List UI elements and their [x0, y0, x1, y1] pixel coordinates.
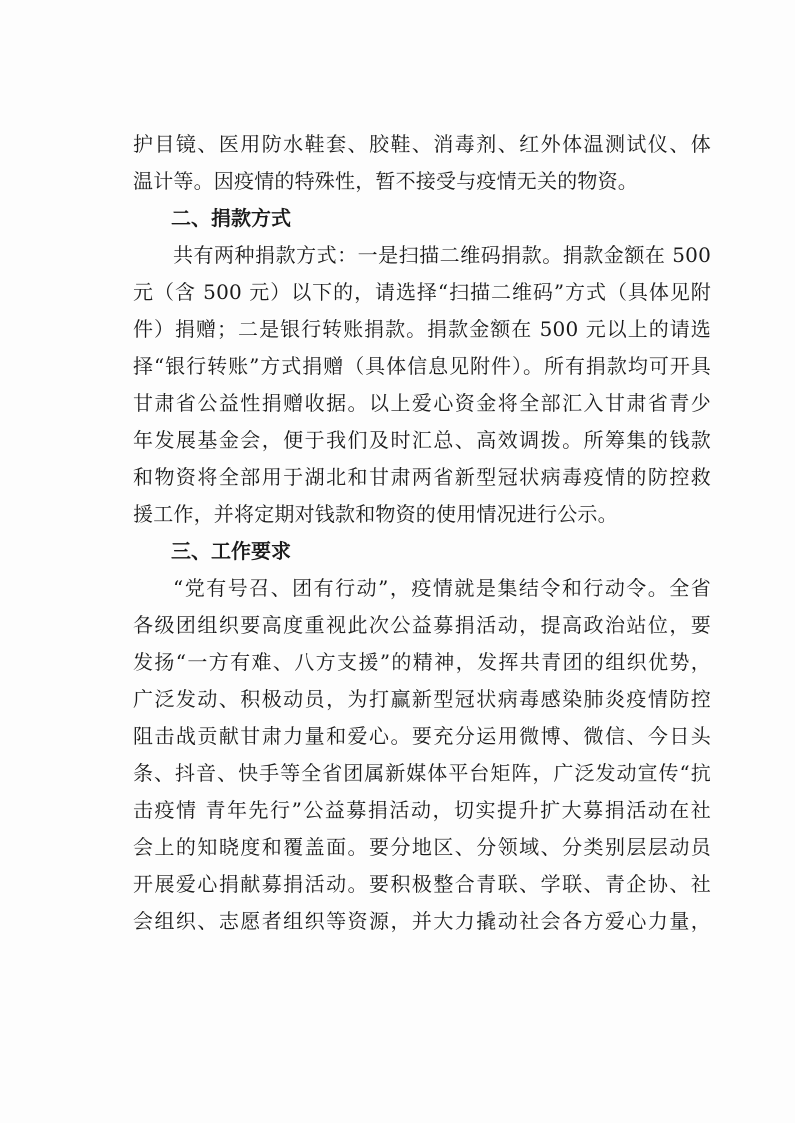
text-line: 件）捐赠；二是银行转账捐款。捐款金额在 500 元以上的请选 — [133, 317, 711, 341]
text-line: “党有号召、团有行动”，疫情就是集结令和行动令。全省 — [173, 576, 711, 600]
section2-paragraph — [133, 237, 711, 533]
document-body — [133, 126, 711, 940]
text-line: 阻击战贡献甘肃力量和爱心。要充分运用微博、微信、今日头 — [133, 724, 711, 748]
section-heading: 三、工作要求 — [171, 539, 291, 563]
text-line: 护目镜、医用防水鞋套、胶鞋、消毒剂、红外体温测试仪、体 — [133, 132, 711, 156]
text-line: 共有两种捐款方式：一是扫描二维码捐款。捐款金额在 500 — [173, 243, 711, 267]
text-line: 择“银行转账”方式捐赠（具体信息见附件）。所有捐款均可开具 — [133, 354, 711, 378]
text-line: 条、抖音、快手等全省团属新媒体平台矩阵，广泛发动宣传“抗 — [133, 761, 711, 785]
section-heading: 二、捐款方式 — [171, 206, 291, 230]
text-line: 开展爱心捐献募捐活动。要积极整合青联、学联、青企协、社 — [133, 872, 711, 896]
text-line: 援工作，并将定期对钱款和物资的使用情况进行公示。 — [133, 502, 618, 526]
section3-paragraph — [133, 570, 711, 940]
text-line: 会上的知晓度和覆盖面。要分地区、分领域、分类别层层动员 — [133, 835, 711, 859]
text-line: 会组织、志愿者组织等资源，并大力撬动社会各方爱心力量， — [133, 909, 711, 933]
text-line: 年发展基金会，便于我们及时汇总、高效调拨。所筹集的钱款 — [133, 428, 711, 452]
text-line: 和物资将全部用于湖北和甘肃两省新型冠状病毒疫情的防控救 — [133, 465, 711, 489]
text-line: 广泛发动、积极动员，为打赢新型冠状病毒感染肺炎疫情防控 — [133, 687, 711, 711]
text-line: 击疫情 青年先行”公益募捐活动，切实提升扩大募捐活动在社 — [133, 798, 711, 822]
text-line: 温计等。因疫情的特殊性，暂不接受与疫情无关的物资。 — [133, 169, 638, 193]
text-line: 各级团组织要高度重视此次公益募捐活动，提高政治站位，要 — [133, 613, 711, 637]
text-line: 甘肃省公益性捐赠收据。以上爱心资金将全部汇入甘肃省青少 — [133, 391, 711, 415]
text-line: 发扬“一方有难、八方支援”的精神，发挥共青团的组织优势， — [133, 650, 711, 674]
text-line: 元（含 500 元）以下的，请选择“扫描二维码”方式（具体见附 — [133, 280, 711, 304]
intro-paragraph — [133, 126, 711, 200]
